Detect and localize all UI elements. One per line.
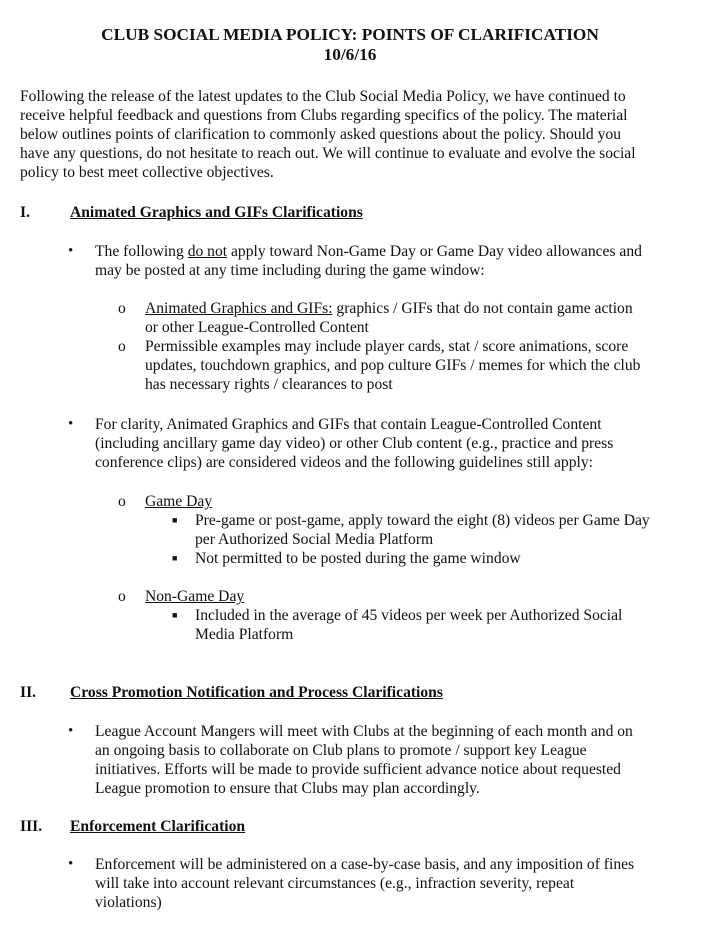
square-bullet-text: Pre-game or post-game, apply toward the eight (8) videos per Game Day (195, 512, 650, 529)
emphasis-do-not: do not (187, 243, 228, 260)
section-number: III. (20, 818, 43, 835)
non-game-day-label: Non-Game Day (145, 588, 245, 605)
bullet-text: may be posted at any time including during the game window: (95, 262, 485, 279)
sub-bullet-marker: o (118, 300, 126, 317)
bullet-text: initiatives. Efforts will be made to provide sufficient advance notice about requested (95, 761, 621, 778)
bullet-text-part: apply toward Non-Game Day or Game Day video allowances and (227, 243, 642, 260)
bullet-marker: • (68, 856, 74, 872)
sub-bullet-marker: o (118, 493, 126, 510)
game-day-label: Game Day (145, 493, 213, 510)
sub-bullet-text: has necessary rights / clearances to post (145, 376, 393, 393)
bullet-text: League Account Mangers will meet with Clubs at the beginning of each month and on (95, 723, 633, 740)
section-heading: Cross Promotion Notification and Process Clarifications (70, 684, 443, 701)
intro-line: Following the release of the latest updates to the Club Social Media Policy, we have continued to (20, 88, 626, 105)
intro-line: below outlines points of clarification to commonly asked questions about the policy. Should you (20, 126, 621, 143)
intro-line: have any questions, do not hesitate to reach out. We will continue to evaluate and evolve the social (20, 145, 636, 162)
bullet-text: For clarity, Animated Graphics and GIFs that contain League-Controlled Content (95, 416, 602, 433)
square-bullet-text: per Authorized Social Media Platform (195, 531, 434, 548)
sub-bullet-label: Animated Graphics and GIFs: (145, 300, 333, 317)
sub-bullet-text: updates, touchdown graphics, and pop culture GIFs / memes for which the club (145, 357, 641, 374)
bullet-marker: • (68, 243, 74, 259)
document-date: 10/6/16 (323, 45, 377, 64)
bullet-marker: • (68, 723, 74, 739)
sub-bullet-marker: o (118, 588, 126, 605)
square-bullet-marker: ■ (172, 515, 178, 525)
square-bullet-text: Not permitted to be posted during the game window (195, 550, 521, 567)
sub-bullet-text: Permissible examples may include player cards, stat / score animations, score (145, 338, 629, 355)
section-heading: Animated Graphics and GIFs Clarifications (70, 204, 363, 221)
square-bullet-text: Included in the average of 45 videos per week per Authorized Social (195, 607, 623, 624)
square-bullet-text: Media Platform (195, 626, 294, 643)
section-heading: Enforcement Clarification (70, 818, 246, 835)
intro-line: policy to best meet collective objectives. (20, 164, 274, 181)
bullet-text: conference clips) are considered videos and the following guidelines still apply: (95, 454, 593, 471)
bullet-text: League promotion to ensure that Clubs may plan accordingly. (95, 780, 480, 797)
bullet-text: an ongoing basis to collaborate on Club plans to promote / support key League (95, 742, 587, 759)
sub-bullet-text-part: graphics / GIFs that do not contain game action (332, 300, 633, 317)
section-number: I. (20, 204, 30, 221)
section-number: II. (20, 684, 37, 701)
bullet-text: Enforcement will be administered on a case-by-case basis, and any imposition of fines (95, 856, 635, 873)
square-bullet-marker: ■ (172, 553, 178, 563)
sub-bullet-marker: o (118, 338, 126, 355)
bullet-text: will take into account relevant circumstances (e.g., infraction severity, repeat (95, 875, 575, 892)
intro-line: receive helpful feedback and questions from Clubs regarding specifics of the policy. The material (20, 107, 628, 124)
bullet-text (95, 242, 642, 261)
bullet-text-part: The following (95, 243, 188, 260)
page-title: CLUB SOCIAL MEDIA POLICY: POINTS OF CLARIFICATION (101, 25, 599, 44)
square-bullet-marker: ■ (172, 610, 178, 620)
sub-bullet-text: or other League-Controlled Content (145, 319, 369, 336)
bullet-text: violations) (95, 894, 162, 911)
bullet-text: (including ancillary game day video) or other Club content (e.g., practice and press (95, 435, 614, 452)
bullet-marker: • (68, 416, 74, 432)
sub-bullet-text (145, 299, 633, 318)
